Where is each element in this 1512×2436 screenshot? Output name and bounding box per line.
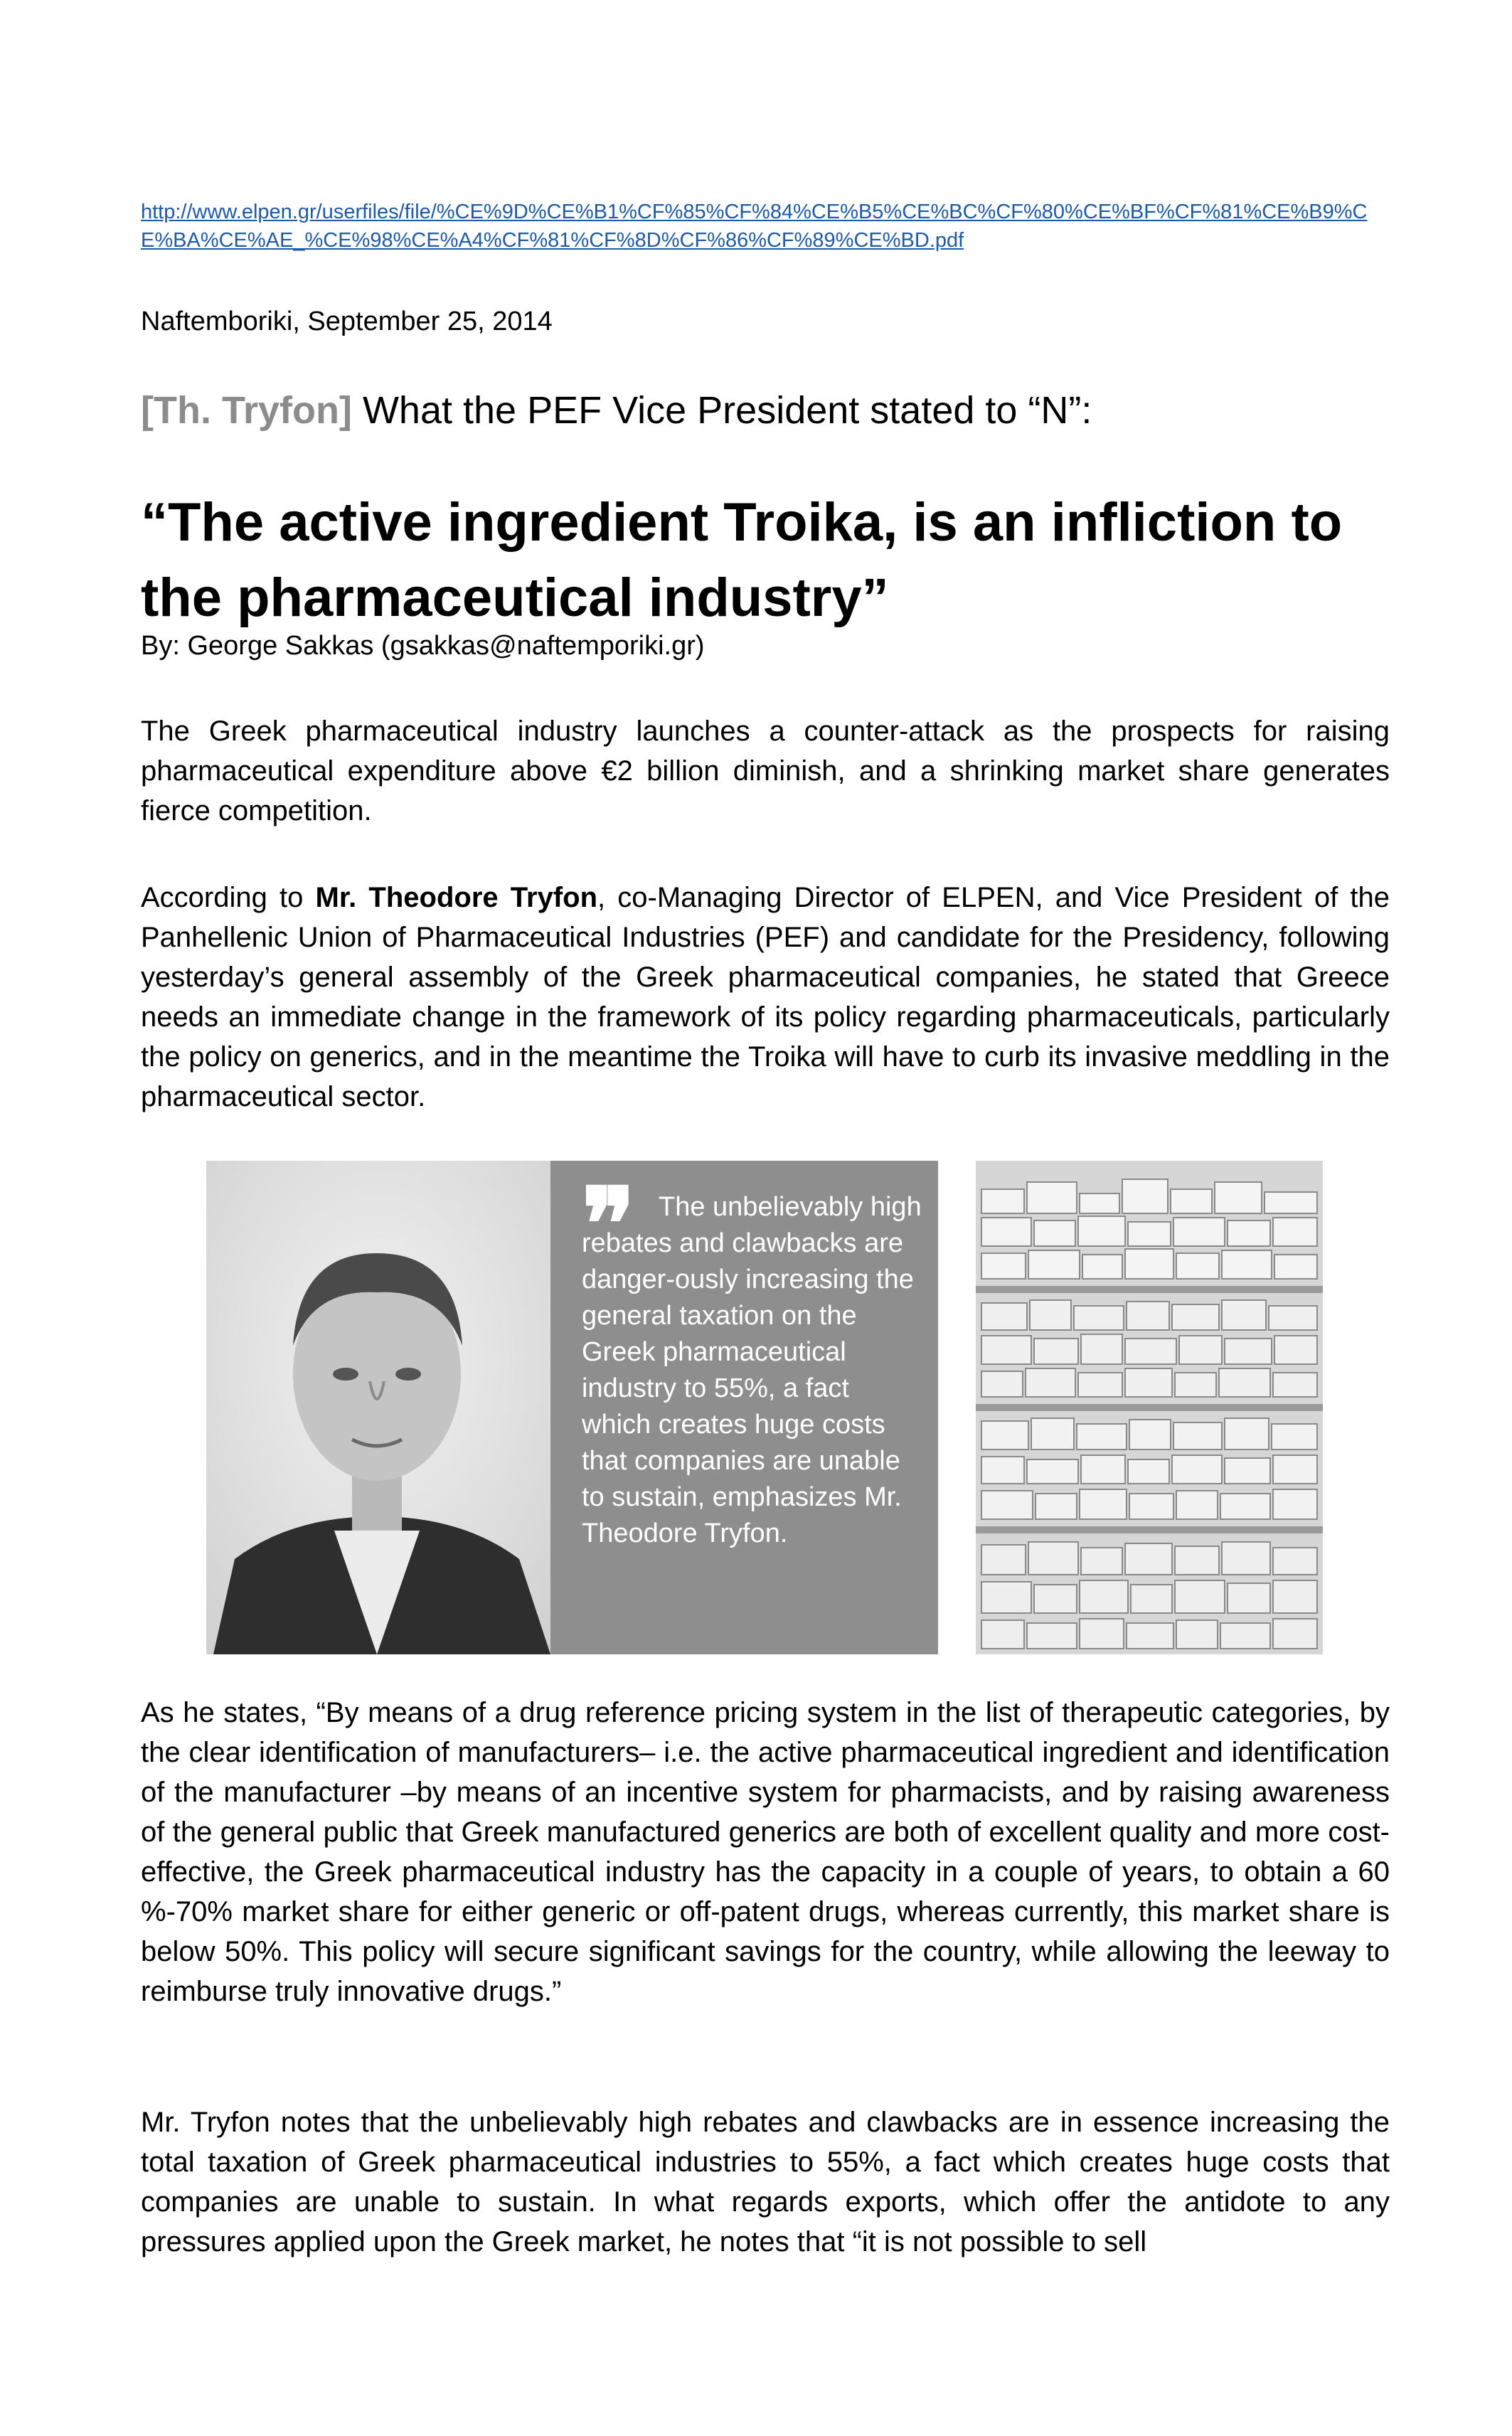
paragraph-intro: The Greek pharmaceutical industry launches a counter-attack as the prospects for raising pharmaceutical expenditure above €2 billion diminish, and a shrinking market share generates fierce competition.: [141, 716, 1390, 826]
kicker-tag: [Th. Tryfon]: [141, 389, 352, 432]
dateline: Naftemboriki, September 25, 2014: [141, 307, 553, 336]
portrait-illustration: [206, 1161, 550, 1654]
paragraph-text: According to: [141, 882, 316, 913]
paragraph-quote: As he states, “By means of a drug reference pricing system in the list of therapeutic categories, by the clear identification of manufacturers– i.e. the active pharmaceutical ingredient and identification of the manufacturer –by means of an incentive system for pharmacists, and by raising awareness of the general public that Greek manufactured generics are both of excellent quality and more cost-effective, the Greek pharmaceutical industry has the capacity in a couple of years, to obtain a 60 %-70% market share for either generic or off-patent drugs, whereas currently, this market share is below 50%. This policy will secure significant savings for the country, while allowing the leeway to reimburse truly innovative drugs.”: [141, 1697, 1390, 2007]
person-name: Mr. Theodore Tryfon: [315, 882, 598, 913]
portrait-photo: [206, 1161, 550, 1654]
pull-quote-text: The unbelievably high rebates and clawbacks are danger-ously increasing the general taxation on the Greek pharmaceutical industry to 55%, a fact which creates huge costs that companies are unable to sustain, emphasizes Mr. Theodore Tryfon.: [582, 1192, 922, 1548]
article-figure: [206, 1161, 1323, 1654]
pull-quote-box: [550, 1161, 938, 1654]
pharmacy-shelves-photo: [976, 1161, 1323, 1654]
kicker: [141, 385, 1092, 435]
source-link[interactable]: http://www.elpen.gr/userfiles/file/%CE%9D%CE%B1%CF%85%CF%84%CE%B5%CE%BC%CF%80%CE%BF%CF%81%CE%B9%CE%BA%CE%AE_%CE%98%CE%A4%CF%81%CF%8D%CF%86%CF%89%CE%BD.pdf: [141, 201, 1368, 252]
paragraph-tryfon-statement: [141, 878, 1390, 1117]
quote-mark-icon: ❞: [582, 1171, 636, 1281]
headline: “The active ingredient Troika, is an infliction to the pharmaceutical industry”: [141, 492, 1343, 628]
kicker-text: What the PEF Vice President stated to “N”:: [351, 389, 1092, 432]
paragraph-text: , co-Managing Director of ELPEN, and Vice President of the Panhellenic Union of Pharmaceutical Industries (PEF) and candidate for the Presidency, following yesterday’s general assembly of the Greek pharmaceutical companies, he stated that Greece needs an immediate change in the framework of its policy regarding pharmaceuticals, particularly the policy on generics, and in the meantime the Troika will have to curb its invasive meddling in the pharmaceutical sector.: [141, 882, 1390, 1112]
paragraph-taxation: Mr. Tryfon notes that the unbelievably high rebates and clawbacks are in essence increasing the total taxation of Greek pharmaceutical industries to 55%, a fact which creates huge costs that companies are unable to sustain. In what regards exports, which offer the antidote to any pressures applied upon the Greek market, he notes that “it is not possible to sell: [141, 2107, 1390, 2257]
pharmacy-shelves-illustration: [976, 1161, 1323, 1654]
byline: By: George Sakkas (gsakkas@naftemporiki.gr): [141, 631, 705, 661]
